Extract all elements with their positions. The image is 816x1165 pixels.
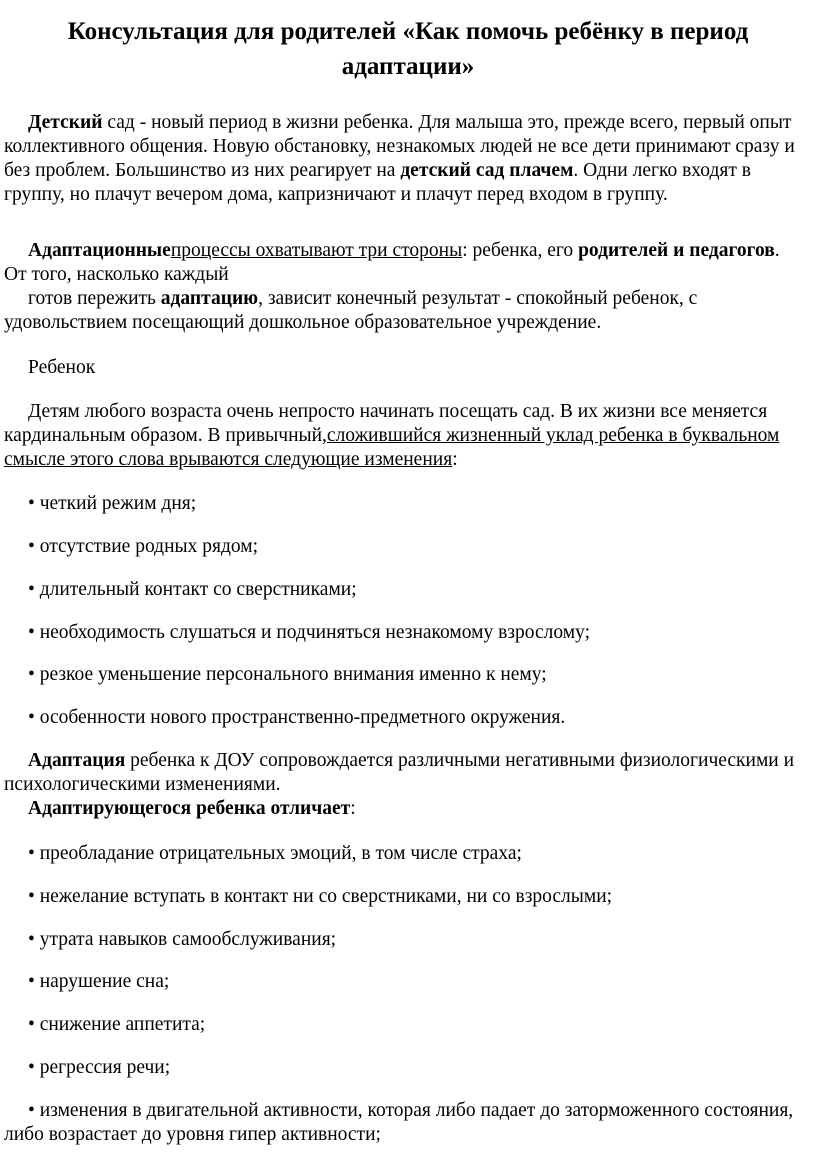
list-item: • снижение аппетита; xyxy=(28,1014,206,1035)
adapt-bold-2: родителей и педагогов xyxy=(578,240,775,261)
intro-paragraph xyxy=(4,111,804,207)
adapt-bold-3: адаптацию xyxy=(160,288,259,309)
list-item: • длительный контакт со сверстниками; xyxy=(28,579,357,600)
children-paragraph xyxy=(4,400,804,472)
list-item: • нежелание вступать в контакт ни со сверстниками, ни со взрослыми; xyxy=(28,886,613,907)
title-line-2: адаптации» xyxy=(341,53,475,80)
list-item: • резкое уменьшение персонального внимания именно к нему; xyxy=(28,664,547,685)
list-item: • преобладание отрицательных эмоций, в том числе страха; xyxy=(28,843,522,864)
children-text-2: : xyxy=(452,449,458,470)
list-item: • утрата навыков самообслуживания; xyxy=(28,929,337,950)
intro-bold-2: детский сад плачем xyxy=(400,160,574,181)
document-title xyxy=(20,14,796,84)
last-list-item xyxy=(4,1099,804,1147)
list-item: • особенности нового пространственно-предметного окружения. xyxy=(28,707,566,728)
intro-text-2: . Одни легко входят в группу, но плачут вечером дома, капризничают и плачут перед входом в группу. xyxy=(4,160,751,205)
list-item: • изменения в двигательной активности, которая либо падает до заторможенного состояния, либо возрастает до уровня гипер активности; xyxy=(4,1100,794,1145)
list-item: • отсутствие родных рядом; xyxy=(28,536,259,557)
adaptation-paragraph xyxy=(4,749,804,821)
adapt-text-2: . От того, насколько каждый xyxy=(4,240,780,285)
distinguishes-bold: Адаптирующегося ребенка отличает xyxy=(28,798,351,819)
intro-bold-1: Детский xyxy=(28,112,103,133)
adaptation-text: ребенка к ДОУ сопровождается различными негативными физиологическими и психологическими изменениями. xyxy=(4,750,795,795)
adapt-text-1: : ребенка, его xyxy=(462,240,579,261)
list-item: • регрессия речи; xyxy=(28,1057,171,1078)
adaptation-bold: Адаптация xyxy=(28,750,126,771)
child-heading xyxy=(4,356,804,380)
adaptation-processes-paragraph xyxy=(4,239,804,335)
children-text-1: Детям любого возраста очень непросто начинать посещать сад. В их жизни все меняется кардинальным образом. В привычный, xyxy=(4,401,768,446)
list-item: • нарушение сна; xyxy=(28,971,170,992)
title-line-1: Консультация для родителей «Как помочь ребёнку в период xyxy=(67,18,749,45)
children-underline: сложившийся жизненный уклад ребенка в буквальном смысле этого слова врываются следующие изменения xyxy=(4,425,780,470)
distinguishes-text: : xyxy=(350,798,356,819)
adapt-underline-1: процессы охватывают три стороны xyxy=(170,240,463,261)
adapt-bold-1: Адаптационные xyxy=(28,240,171,261)
adapt-line2-text-1: готов пережить xyxy=(28,288,161,309)
adapt-line2-text-2: , зависит конечный результат - спокойный ребенок, с удовольствием посещающий дошкольное образовательное учреждение. xyxy=(4,288,698,333)
list-item: • четкий режим дня; xyxy=(28,493,197,514)
list-item: • необходимость слушаться и подчиняться незнакомому взрослому; xyxy=(28,622,591,643)
child-heading-text: Ребенок xyxy=(28,357,96,378)
intro-text-1: сад - новый период в жизни ребенка. Для малыша это, прежде всего, первый опыт коллективного общения. Новую обстановку, незнакомых людей не все дети принимают сразу и без проблем. Большинство из них реагирует на xyxy=(4,112,795,181)
